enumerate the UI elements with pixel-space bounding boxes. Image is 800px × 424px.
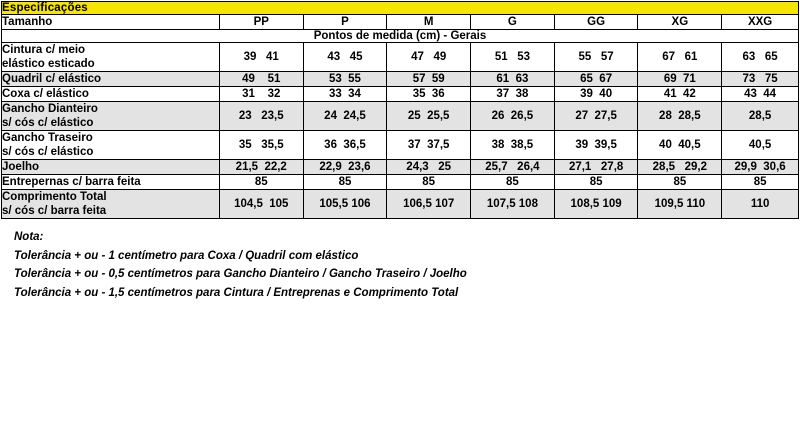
- cell-value: 85: [303, 175, 387, 190]
- cell-value: 110: [722, 190, 799, 219]
- header-size-gg: GG: [554, 15, 638, 30]
- cell-value: 28,5 29,2: [638, 160, 722, 175]
- cell-value: 24,3 25: [387, 160, 471, 175]
- cell-value: 27,1 27,8: [554, 160, 638, 175]
- cell-value: 49 51: [219, 72, 303, 87]
- page-title: Especificações: [2, 2, 799, 15]
- cell-value: 37 38: [471, 87, 555, 102]
- table-row: [2, 160, 799, 175]
- note-line: Tolerância + ou - 1,5 centímetros para Cintura / Entreprenas e Comprimento Total: [14, 287, 459, 300]
- cell-value: 38 38,5: [471, 131, 555, 160]
- cell-value: 28,5: [722, 102, 799, 131]
- row-label: Quadril c/ elástico: [2, 72, 220, 87]
- table-row: [2, 131, 799, 160]
- cell-value: 85: [554, 175, 638, 190]
- row-label: Gancho Traseiro s/ cós c/ elástico: [2, 131, 220, 160]
- cell-value: 27 27,5: [554, 102, 638, 131]
- row-label: Coxa c/ elástico: [2, 87, 220, 102]
- cell-value: 39 40: [554, 87, 638, 102]
- cell-value: 33 34: [303, 87, 387, 102]
- header-size-p: P: [303, 15, 387, 30]
- table-row: [2, 72, 799, 87]
- cell-value: 43 44: [722, 87, 799, 102]
- cell-value: 57 59: [387, 72, 471, 87]
- cell-value: 31 32: [219, 87, 303, 102]
- cell-value: 61 63: [471, 72, 555, 87]
- cell-value: 67 61: [638, 43, 722, 72]
- table-row: [2, 43, 799, 72]
- specifications-table: [1, 1, 799, 219]
- cell-value: 43 45: [303, 43, 387, 72]
- row-label: Joelho: [2, 160, 220, 175]
- header-size-xxg: XXG: [722, 15, 799, 30]
- cell-value: 39 39,5: [554, 131, 638, 160]
- cell-value: 28 28,5: [638, 102, 722, 131]
- cell-value: 35 35,5: [219, 131, 303, 160]
- cell-value: 51 53: [471, 43, 555, 72]
- cell-value: 107,5 108: [471, 190, 555, 219]
- cell-value: 85: [638, 175, 722, 190]
- table-row: [2, 87, 799, 102]
- cell-value: 85: [219, 175, 303, 190]
- cell-value: 40,5: [722, 131, 799, 160]
- cell-value: 41 42: [638, 87, 722, 102]
- cell-value: 37 37,5: [387, 131, 471, 160]
- cell-value: 35 36: [387, 87, 471, 102]
- note-line: Nota:: [14, 231, 44, 244]
- cell-value: 47 49: [387, 43, 471, 72]
- cell-value: 23 23,5: [219, 102, 303, 131]
- table-header-row: [2, 15, 799, 30]
- header-size-xg: XG: [638, 15, 722, 30]
- cell-value: 40 40,5: [638, 131, 722, 160]
- spec-sheet: [0, 1, 800, 424]
- cell-value: 39 41: [219, 43, 303, 72]
- table-title-row: [2, 2, 799, 15]
- cell-value: 25 25,5: [387, 102, 471, 131]
- cell-value: 29,9 30,6: [722, 160, 799, 175]
- table-subheader-row: [2, 30, 799, 43]
- notes-block: [14, 228, 800, 303]
- cell-value: 85: [722, 175, 799, 190]
- cell-value: 73 75: [722, 72, 799, 87]
- cell-value: 108,5 109: [554, 190, 638, 219]
- row-label: Cintura c/ meio elástico esticado: [2, 43, 220, 72]
- cell-value: 36 36,5: [303, 131, 387, 160]
- cell-value: 53 55: [303, 72, 387, 87]
- cell-value: 85: [387, 175, 471, 190]
- cell-value: 22,9 23,6: [303, 160, 387, 175]
- header-size-m: M: [387, 15, 471, 30]
- cell-value: 63 65: [722, 43, 799, 72]
- note-line: Tolerância + ou - 1 centímetro para Coxa / Quadril com elástico: [14, 249, 359, 262]
- cell-value: 26 26,5: [471, 102, 555, 131]
- cell-value: 55 57: [554, 43, 638, 72]
- cell-value: 109,5 110: [638, 190, 722, 219]
- cell-value: 85: [471, 175, 555, 190]
- cell-value: 24 24,5: [303, 102, 387, 131]
- note-line: Tolerância + ou - 0,5 centímetros para Gancho Dianteiro / Gancho Traseiro / Joelho: [14, 268, 467, 281]
- table-row: [2, 190, 799, 219]
- table-row: [2, 102, 799, 131]
- cell-value: 105,5 106: [303, 190, 387, 219]
- cell-value: 65 67: [554, 72, 638, 87]
- cell-value: 106,5 107: [387, 190, 471, 219]
- cell-value: 69 71: [638, 72, 722, 87]
- header-size-g: G: [471, 15, 555, 30]
- cell-value: 21,5 22,2: [219, 160, 303, 175]
- header-label-cell: Tamanho: [2, 15, 220, 30]
- row-label: Comprimento Total s/ cós c/ barra feita: [2, 190, 220, 219]
- table-row: [2, 175, 799, 190]
- row-label: Entrepernas c/ barra feita: [2, 175, 220, 190]
- cell-value: 104,5 105: [219, 190, 303, 219]
- header-size-pp: PP: [219, 15, 303, 30]
- cell-value: 25,7 26,4: [471, 160, 555, 175]
- row-label: Gancho Dianteiro s/ cós c/ elástico: [2, 102, 220, 131]
- measurement-points-label: Pontos de medida (cm) - Gerais: [2, 30, 799, 43]
